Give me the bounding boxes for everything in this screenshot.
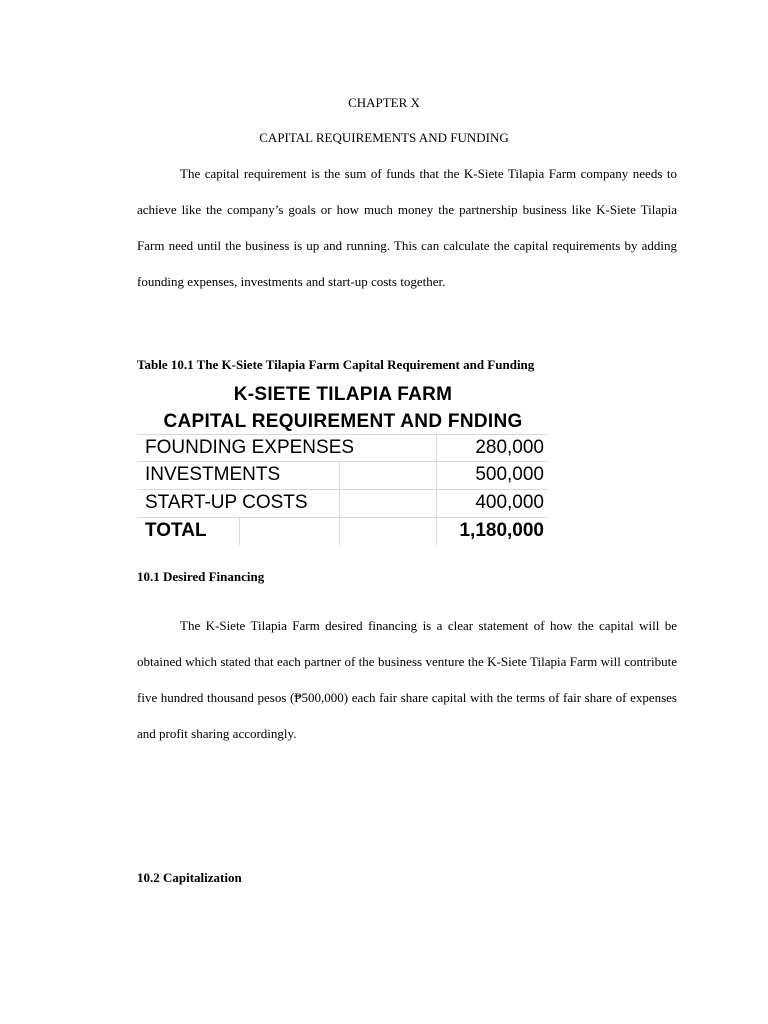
table-row (138, 434, 548, 462)
row-value: 500,000 (475, 464, 544, 485)
desired-financing-text: The K-Siete Tilapia Farm desired financing is a clear statement of how the capital will be obtained which stated that each partner of the business venture the K-Siete Tilapia Farm will contribute five hundred thousand pesos (₱500,000) each fair share capital with the terms of fair share of expenses and profit sharing accordingly. (137, 618, 677, 741)
row-value: 280,000 (475, 437, 544, 458)
total-label: TOTAL (145, 520, 207, 541)
table-row (138, 489, 548, 517)
table-column-divider (339, 461, 340, 545)
total-value: 1,180,000 (459, 520, 544, 541)
section-heading-capitalization: 10.2 Capitalization (137, 870, 242, 885)
row-label: FOUNDING EXPENSES (145, 437, 355, 458)
chapter-label: CHAPTER X (348, 95, 420, 110)
intro-paragraph-text: The capital requirement is the sum of funds that the K-Siete Tilapia Farm company needs to achieve like the company’s goals or how much money the partnership business like K-Siete Tilapia Farm need until the business is up and running. This can calculate the capital requirements by adding founding expenses, investments and start-up costs together. (137, 166, 677, 289)
desired-financing-paragraph (137, 608, 677, 752)
capital-requirement-table (138, 378, 548, 545)
table-total-row (138, 517, 548, 545)
row-value: 400,000 (475, 492, 544, 513)
table-column-divider (239, 517, 240, 545)
row-label: START-UP COSTS (145, 492, 308, 513)
table-heading-farm-name: K-SIETE TILAPIA FARM (233, 384, 453, 405)
table-caption: Table 10.1 The K-Siete Tilapia Farm Capital Requirement and Funding (137, 357, 535, 372)
table-column-divider (436, 434, 437, 545)
chapter-title: CAPITAL REQUIREMENTS AND FUNDING (259, 130, 509, 145)
intro-paragraph (137, 156, 677, 300)
section-heading-desired-financing: 10.1 Desired Financing (137, 569, 265, 584)
table-row (138, 461, 548, 489)
table-heading-title: CAPITAL REQUIREMENT AND FNDING (163, 411, 523, 432)
row-label: INVESTMENTS (145, 464, 281, 485)
